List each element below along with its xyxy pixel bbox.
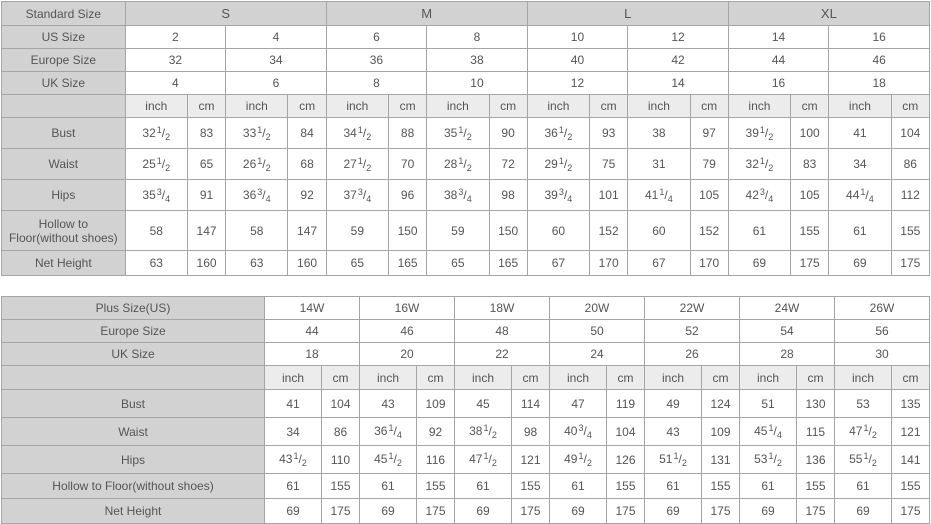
value-cell: 92 (288, 180, 326, 211)
value-cell: $38^3/_4$ (427, 180, 489, 211)
unit-header-cell: cm (891, 95, 929, 118)
value-cell: 69 (728, 251, 790, 276)
unit-header-cell: cm (417, 366, 455, 390)
value-cell: $44^1/_4$ (829, 180, 891, 211)
value-cell: 51 (740, 390, 797, 418)
value-cell: 26W (835, 297, 930, 320)
value-cell: 152 (690, 211, 728, 251)
value-cell: $29^1/_2$ (527, 149, 589, 180)
unit-header-cell: inch (427, 95, 489, 118)
value-cell: 93 (590, 118, 628, 149)
unit-header-cell: cm (322, 366, 360, 390)
value-cell: 92 (417, 418, 455, 446)
value-cell: 65 (326, 251, 388, 276)
unit-header-cell: cm (512, 366, 550, 390)
value-cell: 6 (326, 26, 427, 49)
value-cell: 20 (360, 343, 455, 366)
value-cell: $39^1/_2$ (728, 118, 790, 149)
value-cell: 31 (628, 149, 690, 180)
value-cell: 34 (226, 49, 327, 72)
value-cell: 14 (728, 26, 829, 49)
unit-header-cell: cm (489, 95, 527, 118)
value-cell: 14 (628, 72, 729, 95)
value-cell: 150 (389, 211, 427, 251)
row-label: Hollow to Floor(without shoes) (2, 211, 126, 251)
value-cell: 10 (427, 72, 528, 95)
value-cell: 10 (527, 26, 628, 49)
value-cell: 88 (389, 118, 427, 149)
value-cell: 38 (427, 49, 528, 72)
value-cell: 147 (288, 211, 326, 251)
value-cell: 2 (125, 26, 226, 49)
table-row (2, 49, 930, 72)
value-cell: $47^1/_2$ (835, 418, 892, 446)
table-row (2, 418, 930, 446)
value-cell: 43 (360, 390, 417, 418)
unit-header-cell: inch (360, 366, 417, 390)
value-cell: 61 (835, 474, 892, 499)
row-label: Net Height (2, 251, 126, 276)
value-cell: 53 (835, 390, 892, 418)
value-cell: $27^1/_2$ (326, 149, 388, 180)
value-cell: 60 (628, 211, 690, 251)
value-cell: 112 (891, 180, 929, 211)
value-cell: 56 (835, 320, 930, 343)
value-cell: $32^1/_2$ (125, 118, 187, 149)
size-header-cell: L (527, 2, 728, 26)
value-cell: 155 (322, 474, 360, 499)
value-cell: $45^1/_2$ (360, 446, 417, 474)
value-cell: 79 (690, 149, 728, 180)
value-cell: 155 (892, 474, 930, 499)
unit-header-cell: inch (628, 95, 690, 118)
value-cell: 116 (417, 446, 455, 474)
value-cell: 34 (829, 149, 891, 180)
value-cell: 47 (550, 390, 607, 418)
value-cell: 41 (265, 390, 322, 418)
value-cell: 45 (455, 390, 512, 418)
value-cell: 30 (835, 343, 930, 366)
value-cell: 58 (226, 211, 288, 251)
value-cell: 4 (226, 26, 327, 49)
unit-header-cell: inch (226, 95, 288, 118)
value-cell: 61 (265, 474, 322, 499)
unit-header-cell: cm (288, 95, 326, 118)
value-cell: 22 (455, 343, 550, 366)
value-cell: 175 (891, 251, 929, 276)
value-cell: 75 (590, 149, 628, 180)
value-cell: $28^1/_2$ (427, 149, 489, 180)
unit-header-cell: cm (187, 95, 225, 118)
unit-header-cell: cm (892, 366, 930, 390)
table-row (2, 297, 930, 320)
value-cell: 165 (389, 251, 427, 276)
value-cell: 175 (892, 499, 930, 524)
table-row (2, 2, 930, 26)
value-cell: 155 (512, 474, 550, 499)
unit-header-cell: inch (835, 366, 892, 390)
value-cell: 50 (550, 320, 645, 343)
value-cell: 18 (265, 343, 360, 366)
value-cell: $25^1/_2$ (125, 149, 187, 180)
value-cell: 83 (791, 149, 829, 180)
value-cell: 175 (512, 499, 550, 524)
value-cell: $36^3/_4$ (226, 180, 288, 211)
value-cell: 104 (322, 390, 360, 418)
value-cell: $36^1/_2$ (527, 118, 589, 149)
value-cell: 114 (512, 390, 550, 418)
value-cell: $32^1/_2$ (728, 149, 790, 180)
size-header-cell: S (125, 2, 326, 26)
row-label: Waist (2, 418, 265, 446)
value-cell: 69 (835, 499, 892, 524)
value-cell: 43 (645, 418, 702, 446)
value-cell: 26 (645, 343, 740, 366)
value-cell: 165 (489, 251, 527, 276)
value-cell: 115 (797, 418, 835, 446)
unit-header-cell: cm (797, 366, 835, 390)
plus-size-table (1, 296, 930, 524)
value-cell: 8 (427, 26, 528, 49)
row-label: Europe Size (2, 49, 126, 72)
unit-header-cell: inch (728, 95, 790, 118)
value-cell: 41 (829, 118, 891, 149)
unit-header-cell: cm (791, 95, 829, 118)
value-cell: $39^3/_4$ (527, 180, 589, 211)
value-cell: 152 (590, 211, 628, 251)
value-cell: 147 (187, 211, 225, 251)
unit-header-cell: cm (690, 95, 728, 118)
value-cell: 24 (550, 343, 645, 366)
unit-header-cell: cm (389, 95, 427, 118)
row-label: UK Size (2, 72, 126, 95)
value-cell: 28 (740, 343, 835, 366)
value-cell: 141 (892, 446, 930, 474)
row-label: Hollow to Floor(without shoes) (2, 474, 265, 499)
value-cell: 61 (360, 474, 417, 499)
value-cell: 175 (791, 251, 829, 276)
value-cell: 67 (628, 251, 690, 276)
value-cell: 52 (645, 320, 740, 343)
value-cell: $40^3/_4$ (550, 418, 607, 446)
value-cell: 44 (265, 320, 360, 343)
value-cell: 69 (360, 499, 417, 524)
value-cell: $37^3/_4$ (326, 180, 388, 211)
value-cell: 61 (645, 474, 702, 499)
value-cell: 160 (187, 251, 225, 276)
value-cell: 91 (187, 180, 225, 211)
value-cell: 46 (829, 49, 930, 72)
value-cell: 105 (690, 180, 728, 211)
value-cell: 150 (489, 211, 527, 251)
table-row (2, 320, 930, 343)
value-cell: 109 (702, 418, 740, 446)
unit-header-cell: cm (607, 366, 645, 390)
value-cell: 42 (628, 49, 729, 72)
value-cell: 65 (187, 149, 225, 180)
value-cell: $51^1/_2$ (645, 446, 702, 474)
value-cell: 34 (265, 418, 322, 446)
size-header-cell: M (326, 2, 527, 26)
table-row (2, 95, 930, 118)
value-cell: $38^1/_2$ (455, 418, 512, 446)
value-cell: $55^1/_2$ (835, 446, 892, 474)
value-cell: 69 (645, 499, 702, 524)
value-cell: 54 (740, 320, 835, 343)
table-row (2, 72, 930, 95)
unit-header-cell: cm (702, 366, 740, 390)
value-cell: 96 (389, 180, 427, 211)
value-cell: 38 (628, 118, 690, 149)
table-row (2, 366, 930, 390)
value-cell: 44 (728, 49, 829, 72)
unit-header-cell: inch (326, 95, 388, 118)
value-cell: $35^1/_2$ (427, 118, 489, 149)
value-cell: 22W (645, 297, 740, 320)
row-label: Europe Size (2, 320, 265, 343)
unit-header-cell: inch (125, 95, 187, 118)
value-cell: 63 (125, 251, 187, 276)
value-cell: 14W (265, 297, 360, 320)
value-cell: 131 (702, 446, 740, 474)
value-cell: $34^1/_2$ (326, 118, 388, 149)
value-cell: 69 (740, 499, 797, 524)
value-cell: 170 (590, 251, 628, 276)
value-cell: 8 (326, 72, 427, 95)
value-cell: 155 (791, 211, 829, 251)
value-cell: 24W (740, 297, 835, 320)
value-cell: 135 (892, 390, 930, 418)
value-cell: 63 (226, 251, 288, 276)
value-cell: 12 (527, 72, 628, 95)
value-cell: 69 (455, 499, 512, 524)
value-cell: 121 (892, 418, 930, 446)
value-cell: $36^1/_4$ (360, 418, 417, 446)
value-cell: 58 (125, 211, 187, 251)
value-cell: 16W (360, 297, 455, 320)
value-cell: 86 (322, 418, 360, 446)
value-cell: 69 (550, 499, 607, 524)
value-cell: 40 (527, 49, 628, 72)
value-cell: 61 (550, 474, 607, 499)
unit-header-cell: inch (455, 366, 512, 390)
unit-header-cell: inch (550, 366, 607, 390)
value-cell: 105 (791, 180, 829, 211)
value-cell: 124 (702, 390, 740, 418)
value-cell: $33^1/_2$ (226, 118, 288, 149)
value-cell: 155 (891, 211, 929, 251)
value-cell: 61 (455, 474, 512, 499)
value-cell: 98 (489, 180, 527, 211)
value-cell: 20W (550, 297, 645, 320)
table-row (2, 26, 930, 49)
value-cell: 48 (455, 320, 550, 343)
value-cell: 6 (226, 72, 327, 95)
row-label: Waist (2, 149, 126, 180)
table-row (2, 180, 930, 211)
value-cell: 67 (527, 251, 589, 276)
unit-header-cell: inch (740, 366, 797, 390)
value-cell: 104 (607, 418, 645, 446)
value-cell: 32 (125, 49, 226, 72)
table-row (2, 211, 930, 251)
row-label: Hips (2, 180, 126, 211)
value-cell: 121 (512, 446, 550, 474)
size-header-cell: XL (728, 2, 929, 26)
value-cell: 16 (829, 26, 930, 49)
value-cell: 49 (645, 390, 702, 418)
value-cell: $26^1/_2$ (226, 149, 288, 180)
value-cell: $47^1/_2$ (455, 446, 512, 474)
unit-header-cell: inch (829, 95, 891, 118)
value-cell: 4 (125, 72, 226, 95)
value-cell: $41^1/_4$ (628, 180, 690, 211)
value-cell: 136 (797, 446, 835, 474)
value-cell: $35^3/_4$ (125, 180, 187, 211)
row-label: US Size (2, 26, 126, 49)
value-cell: 59 (326, 211, 388, 251)
value-cell: $43^1/_2$ (265, 446, 322, 474)
value-cell: 98 (512, 418, 550, 446)
value-cell: 18W (455, 297, 550, 320)
row-label: UK Size (2, 343, 265, 366)
value-cell: 97 (690, 118, 728, 149)
unit-header-cell: inch (527, 95, 589, 118)
row-label: Plus Size(US) (2, 297, 265, 320)
value-cell: 109 (417, 390, 455, 418)
row-label (2, 95, 126, 118)
value-cell: 84 (288, 118, 326, 149)
value-cell: 175 (607, 499, 645, 524)
unit-header-cell: inch (645, 366, 702, 390)
table-row (2, 446, 930, 474)
row-label: Net Height (2, 499, 265, 524)
row-label: Hips (2, 446, 265, 474)
value-cell: 101 (590, 180, 628, 211)
value-cell: 175 (417, 499, 455, 524)
value-cell: 175 (797, 499, 835, 524)
value-cell: 46 (360, 320, 455, 343)
value-cell: $49^1/_2$ (550, 446, 607, 474)
value-cell: $42^3/_4$ (728, 180, 790, 211)
value-cell: 90 (489, 118, 527, 149)
value-cell: 61 (829, 211, 891, 251)
value-cell: 100 (791, 118, 829, 149)
table-row (2, 343, 930, 366)
value-cell: 155 (417, 474, 455, 499)
value-cell: 175 (322, 499, 360, 524)
table-row (2, 251, 930, 276)
table-row (2, 149, 930, 180)
value-cell: 61 (740, 474, 797, 499)
value-cell: 126 (607, 446, 645, 474)
row-label: Bust (2, 118, 126, 149)
value-cell: 119 (607, 390, 645, 418)
row-label (2, 366, 265, 390)
value-cell: 86 (891, 149, 929, 180)
value-cell: 104 (891, 118, 929, 149)
table-row (2, 474, 930, 499)
value-cell: 16 (728, 72, 829, 95)
value-cell: $53^1/_2$ (740, 446, 797, 474)
value-cell: 110 (322, 446, 360, 474)
value-cell: 130 (797, 390, 835, 418)
value-cell: 69 (829, 251, 891, 276)
unit-header-cell: inch (265, 366, 322, 390)
value-cell: 155 (702, 474, 740, 499)
value-cell: 160 (288, 251, 326, 276)
value-cell: 175 (702, 499, 740, 524)
value-cell: 60 (527, 211, 589, 251)
value-cell: 36 (326, 49, 427, 72)
value-cell: 70 (389, 149, 427, 180)
standard-size-table (1, 1, 930, 276)
value-cell: 83 (187, 118, 225, 149)
value-cell: 155 (797, 474, 835, 499)
row-label: Bust (2, 390, 265, 418)
value-cell: $45^1/_4$ (740, 418, 797, 446)
value-cell: 69 (265, 499, 322, 524)
value-cell: 59 (427, 211, 489, 251)
value-cell: 72 (489, 149, 527, 180)
table-row (2, 118, 930, 149)
value-cell: 61 (728, 211, 790, 251)
row-label: Standard Size (2, 2, 126, 26)
value-cell: 170 (690, 251, 728, 276)
unit-header-cell: cm (590, 95, 628, 118)
value-cell: 65 (427, 251, 489, 276)
value-cell: 18 (829, 72, 930, 95)
value-cell: 12 (628, 26, 729, 49)
value-cell: 68 (288, 149, 326, 180)
table-row (2, 390, 930, 418)
value-cell: 155 (607, 474, 645, 499)
